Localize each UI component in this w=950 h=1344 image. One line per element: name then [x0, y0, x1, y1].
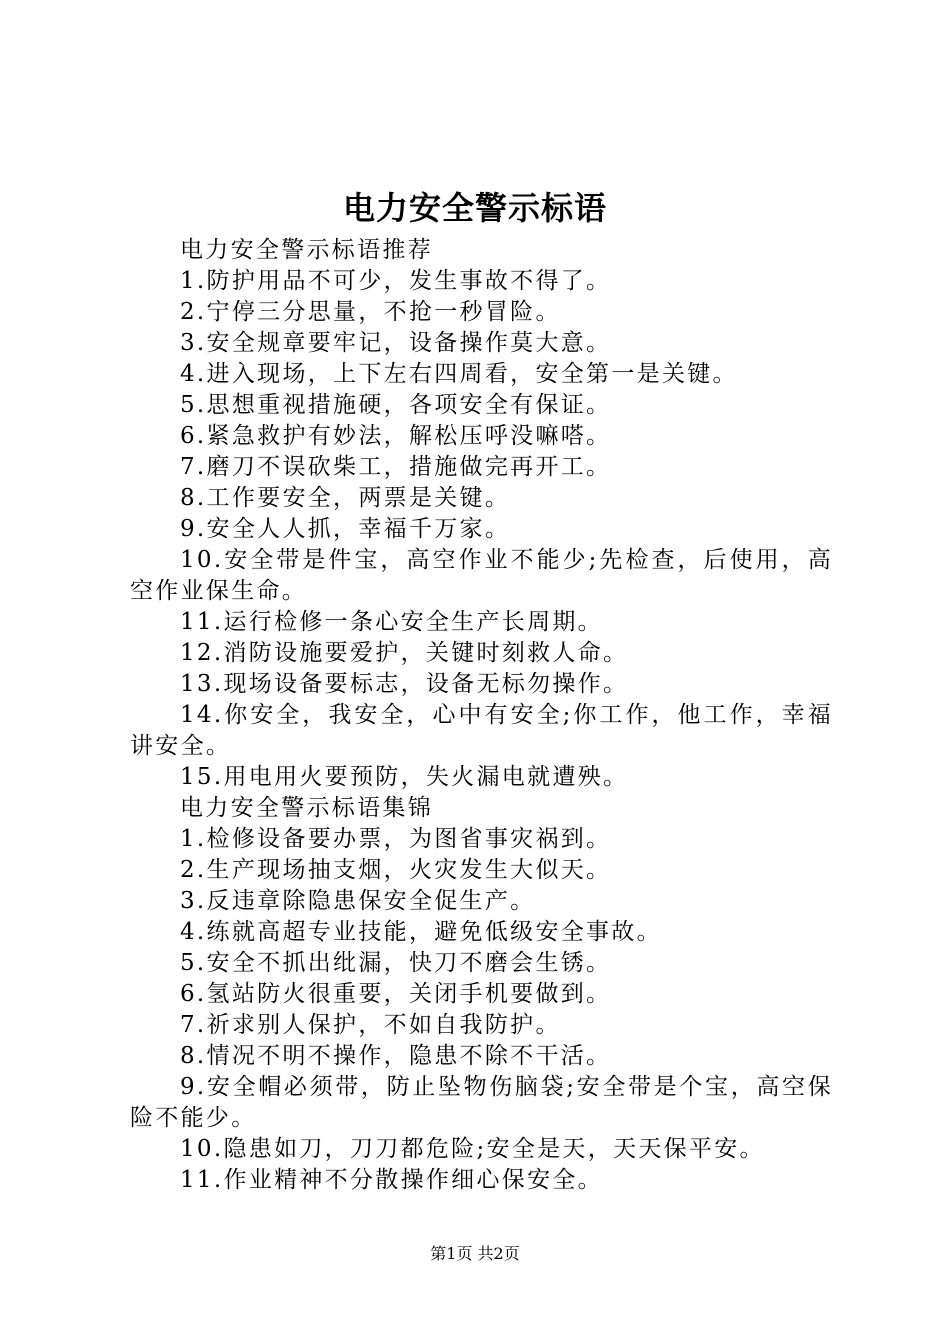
- slogan-item: 3.反违章除隐患保安全促生产。: [180, 888, 536, 914]
- slogan-item: 11.运行检修一条心安全生产长周期。: [180, 609, 603, 635]
- slogan-item: 5.思想重视措施硬，各项安全有保证。: [180, 392, 612, 418]
- document-title: 电力安全警示标语: [342, 189, 607, 227]
- section-heading: 电力安全警示标语集锦: [180, 795, 433, 821]
- page-footer: 第1页 共2页: [430, 1244, 520, 1263]
- slogan-item: 12.消防设施要爱护，关键时刻救人命。: [180, 640, 629, 666]
- slogan-item: 5.安全不抓出纰漏，快刀不磨会生锈。: [180, 950, 612, 976]
- slogan-item: 3.安全规章要牢记，设备操作莫大意。: [180, 330, 612, 356]
- slogan-item: 6.紧急救护有妙法，解松压呼没嘛嗒。: [180, 423, 612, 449]
- slogan-item: 4.进入现场，上下左右四周看，安全第一是关键。: [180, 361, 738, 387]
- slogan-item: 9.安全人人抓，幸福千万家。: [180, 516, 511, 542]
- slogan-item: 15.用电用火要预防，失火漏电就遭殃。: [180, 764, 629, 790]
- slogan-item: 14.你安全，我安全，心中有安全;你工作，他工作，幸福讲安全。: [130, 702, 833, 759]
- slogan-item: 11.作业精神不分散操作细心保安全。: [180, 1167, 603, 1193]
- section-heading: 电力安全警示标语推荐: [180, 237, 433, 263]
- slogan-item: 7.磨刀不误砍柴工，措施做完再开工。: [180, 454, 612, 480]
- slogan-item: 8.工作要安全，两票是关键。: [180, 485, 511, 511]
- slogan-item: 8.情况不明不操作，隐患不除不干活。: [180, 1043, 612, 1069]
- slogan-item: 1.检修设备要办票，为图省事灾祸到。: [180, 826, 612, 852]
- document-body: [130, 235, 833, 1196]
- slogan-item: 2.生产现场抽支烟，火灾发生大似天。: [180, 857, 612, 883]
- slogan-item: 6.氢站防火很重要，关闭手机要做到。: [180, 981, 612, 1007]
- slogan-item: 10.隐患如刀，刀刀都危险;安全是天，天天保平安。: [180, 1136, 765, 1162]
- slogan-item: 9.安全帽必须带，防止坠物伤脑袋;安全带是个宝，高空保险不能少。: [130, 1074, 833, 1131]
- slogan-item: 13.现场设备要标志，设备无标勿操作。: [180, 671, 629, 697]
- slogan-item: 1.防护用品不可少，发生事故不得了。: [180, 268, 612, 294]
- slogan-item: 4.练就高超专业技能，避免低级安全事故。: [180, 919, 662, 945]
- slogan-item: 7.祈求别人保护，不如自我防护。: [180, 1012, 561, 1038]
- slogan-item: 10.安全带是件宝，高空作业不能少;先检查，后使用，高空作业保生命。: [130, 547, 833, 604]
- slogan-item: 2.宁停三分思量，不抢一秒冒险。: [180, 299, 561, 325]
